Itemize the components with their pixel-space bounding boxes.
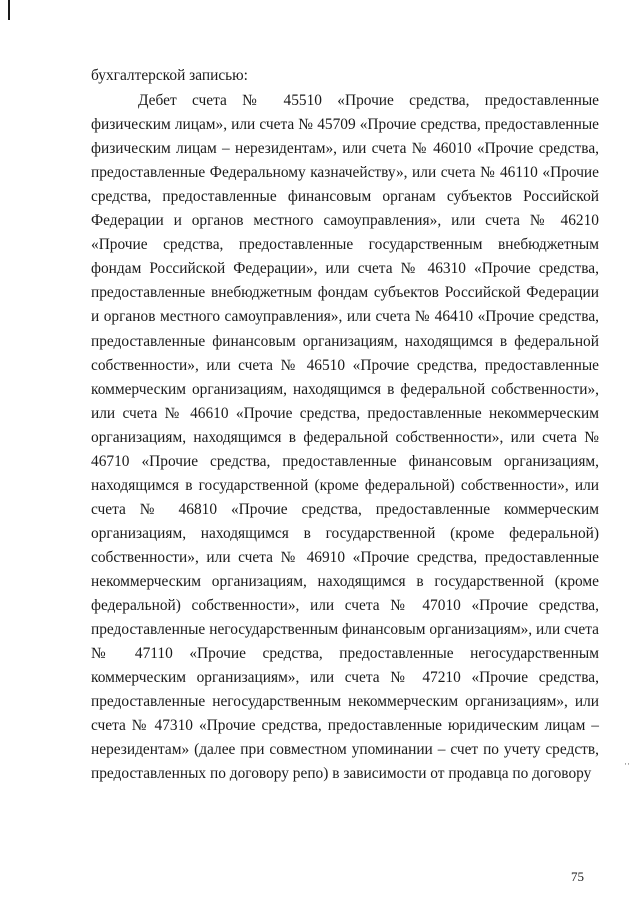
continuation-line: бухгалтерской записью: (91, 67, 248, 84)
document-body (91, 64, 599, 786)
scan-edge-mark (8, 0, 10, 20)
scan-speck: ·· (624, 759, 630, 769)
page-number: 75 (571, 869, 584, 884)
main-paragraph: Дебет счета № 45510 «Прочие средства, предоставленные физическим лицам», или счета № 45709 «Прочие средства, предоставленные физическим лицам – нерезидентам», или счета № 46010 «Прочие средства, предоставленные Федеральному казначейству», или счета № 46110 «Прочие средства, предоставленные финансовым органам субъектов Российской Федерации и органов местного самоуправления», или счета № 46210 «Прочие средства, предоставленные государственным внебюджетным фондам Российской Федерации», или счета № 46310 «Прочие средства, предоставленные внебюджетным фондам субъектов Российской Федерации и органов местного самоуправления», или счета № 46410 «Прочие средства, предоставленные финансовым организациям, находящимся в федеральной собственности», или счета № 46510 «Прочие средства, предоставленные коммерческим организациям, находящимся в федеральной собственности», или счета № 46610 «Прочие средства, предоставленные некоммерческим организациям, находящимся в федеральной собственности», или счета № 46710 «Прочие средства, предоставленные финансовым организациям, находящимся в государственной (кроме федеральной) собственности», или счета № 46810 «Прочие средства, предоставленные коммерческим организациям, находящимся в государственной (кроме федеральной) собственности», или счета № 46910 «Прочие средства, предоставленные некоммерческим организациям, находящимся в государственной (кроме федеральной) собственности», или счета № 47010 «Прочие средства, предоставленные негосударственным финансовым организациям», или счета № 47110 «Прочие средства, предоставленные негосударственным коммерческим организациям», или счета № 47210 «Прочие средства, предоставленные негосударственным некоммерческим организациям», или счета № 47310 «Прочие средства, предоставленные юридическим лицам – нерезидентам» (далее при совместном упоминании – счет по учету средств, предоставленных по договору репо) в зависимости от продавца по договору (91, 92, 599, 783)
